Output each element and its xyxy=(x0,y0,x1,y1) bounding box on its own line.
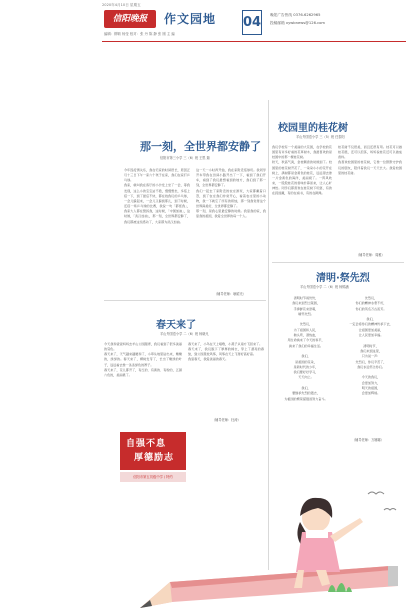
page-number-box xyxy=(242,10,262,35)
article2-bottom-rule xyxy=(272,262,404,263)
article4-byline: 羊山外国语小学 二（6）班 杨晓凡 xyxy=(160,332,209,336)
pencil-shape xyxy=(140,566,398,608)
article3-teacher: （辅导老师：万娜娜） xyxy=(352,438,384,442)
article3-poem-col2: 先烈们， 你们的精神永垂不朽， 你们的英名万古流芳。 我们， 一定会将你们的精神传承下去， 让祖国更加美丽， 让人民更加幸福。 清明时节， 我们来到这里， 只为说一声： 先烈们，你们辛苦了， 我们永远怀念你们。 今天的我们， 会更加努力， 明天的祖国， 会更加辉煌。 xyxy=(349,296,393,396)
article1-byline: 信阳市第三小学 三（6）班 王思 瑞 xyxy=(160,156,210,160)
header-divider xyxy=(102,41,406,42)
article4-col1: 今天我和爸爸妈妈去羊山公园踏青，我们看到了很多美丽的景色。 春天来了，天气越来越暖和了，小草从地里钻出来，嫩嫩的，绿绿的。春天来了，柳树发芽了，长出了嫩绿的叶子，远远看去像一条条绿色的辫子。 春天来了，花儿都开了，有红的、有黄的、有粉的，五颜六色的，美丽极了。 xyxy=(104,342,182,377)
header-date: 2020年4月10日 星期五 xyxy=(102,3,141,7)
article1-col1: 今年因疫情关系，我在宅家的时间很长，原因正月十三日下午一家六个孩子在家，我们在家打乒乓球。 我家，就叫我在客厅的小沙发上坐了一会，等我发现，这么小的宝宝站不稳，慢慢想坐，多搭上搭一下，到了最后不快，都在找我们的乒乓球，一会儿躲起来，一会儿又躲到那儿，到了时候，还搭一场乒乓球的比赛，我说一句「都怪我」，我家大人都在赞扬我，这时候，「中国加油」，这时候，「武汉加油」，那一刻，全世界都安静了，我们都被这些感动了，大家都为武汉加油。 xyxy=(124,168,190,224)
article4-title: 春天来了 xyxy=(156,320,196,331)
pencil-girl-illustration xyxy=(140,470,410,616)
article2-title: 校园里的桂花树 xyxy=(278,123,348,134)
article3-byline: 羊山外国语小学 二（6）班 杨锦涵 xyxy=(300,285,349,289)
article3-poem-col1: 清明时节雨纷纷， 我们来到烈士陵园， 手捧鲜花来祭奠， 缅怀先烈。 先烈们， 为了祖国和人民， 抛头颅，洒热血， 用生命换来了今天的和平， 换来了我们的幸福生活。 我们， 是祖国的花朵， 是新时代的少年， 我们要好好学习， 天天向上。 我们， 要继承先烈的遗志， 为祖国的繁荣富强而努力奋斗。 xyxy=(284,296,328,401)
header-contact-2: 投稿邮箱 xywbnews@126.com xyxy=(270,21,325,25)
newspaper-logo xyxy=(104,10,156,28)
article2-byline: 羊山外国语小学 三（5）班 任泰阳 xyxy=(296,135,345,139)
section-title: 作文园地 xyxy=(164,12,217,26)
article2-teacher: （辅导老师：周雅） xyxy=(356,253,385,257)
article1-title: 那一刻，全世界都安静了 xyxy=(140,140,261,153)
promo-line-1: 自强不息 xyxy=(126,439,167,449)
article4-teacher: （辅导老师：杜涛） xyxy=(212,418,241,422)
article1-bottom-rule xyxy=(104,300,266,301)
header-contact-1: 晚报广告热线 0376-6262965 xyxy=(270,13,321,17)
logo-text: 信阳晚报 xyxy=(112,14,148,24)
promo-footer: 信阳市第五初级中学 / 特约 xyxy=(133,475,173,479)
article4-col2: 春天来了，小鸟在天上唱歌，小燕子从南方飞回来了。 春天来了，我们脱下了厚厚的棉衣，穿上了漂亮的春装，到公园里放风筝，风筝在天上飞得好高好高。 我爱春天，我爱美丽的春天。 xyxy=(188,342,264,362)
article2-col1: 我们学校有一个美丽的大花园，在学校的花园里有许多好看的花草树木，我最喜欢的是校园中的那一棵桂花树。 秋天，秋高气爽，金桂飘香的时候到了。校园里的桂花树开花了，一朵朵小小的花开在树上，满树都是金黄色的桂花，远远望去像一片金黄色的海洋，美丽极了。一阵风吹来，一股股桂花的香味扑鼻而来，让人心旷神怡。同学们都喜欢在桂花树下玩耍，有的在捉迷藏，有的在看书，有的在跳绳。 xyxy=(272,145,332,196)
article2-col2: 桂花树不仅很美，而且还很有用。桂花可以做桂花糕，还可以泡茶，妈妈说桂花还可以做成香料。 我喜欢校园里的桂花树，它像一位默默守护我们的朋友，陪伴着我们一天天长大。我爱校园里的桂花树。 xyxy=(338,145,402,175)
promo-box xyxy=(120,432,186,470)
page-number: 04 xyxy=(243,15,262,30)
header-editors: 编辑：柳莉 杨莹 校对：张 丹 陈 静 张 刚 主 编 xyxy=(104,32,175,36)
promo-line-2: 厚德励志 xyxy=(134,453,175,463)
article1-col2: 这一天一小时再开始，我在家附近搭球玩。我同学开车带我在田间小路开出了一下，看到了我们开车，看到了我们最想看到的地方，我们到了那一刻，全世界都安静了。 我们一起去了家附近的农庄游玩，大家都戴着口罩，到了农庄我们非常开心，看着农庄里的小动物，我一下就忘了所有的烦恼，那一刻我觉得这个世界真美好，全世界都安静了。 那一刻，是我心里最安静的时候。我爱我的家，我爱我的祖国，我爱全世界的每一个人。 xyxy=(196,168,266,219)
bird-icon xyxy=(368,492,396,510)
article1-teacher: （辅导老师：耿昭光） xyxy=(214,292,246,296)
article3-title: 清明·祭先烈 xyxy=(316,273,370,284)
